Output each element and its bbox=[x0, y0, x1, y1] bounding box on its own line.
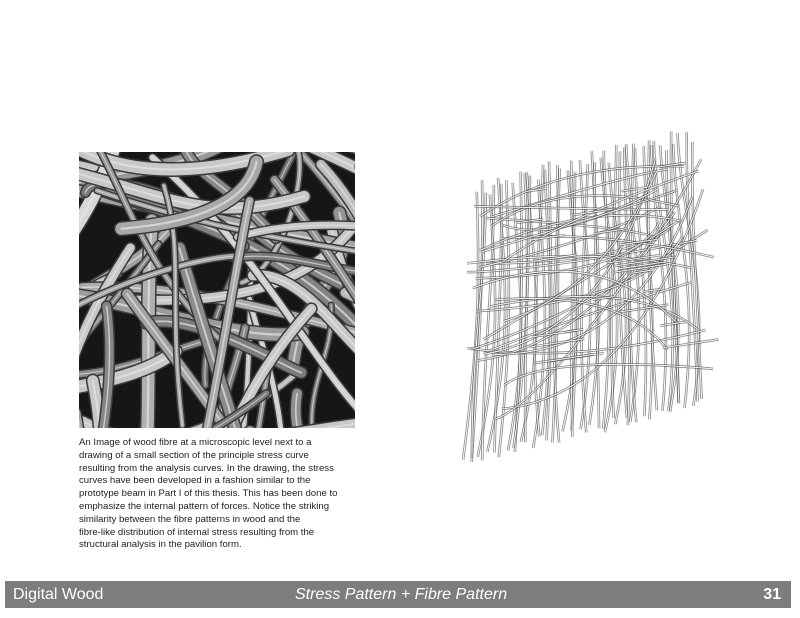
stress-curve bbox=[662, 339, 718, 347]
document-title: Digital Wood bbox=[13, 586, 104, 603]
stress-curve-drawing bbox=[455, 115, 725, 470]
caption-line: similarity between the fibre patterns in wood and the bbox=[79, 513, 301, 525]
stress-curve bbox=[463, 192, 478, 460]
footer-bar bbox=[5, 581, 791, 608]
figure-caption bbox=[79, 437, 364, 552]
caption-line: emphasize the internal pattern of forces. Notice the striking bbox=[79, 500, 330, 512]
page-number: 31 bbox=[763, 586, 781, 603]
microscopic-wood-fibre-image bbox=[79, 152, 355, 428]
caption-line: prototype beam in Part I of this thesis. This has been done to bbox=[79, 488, 338, 500]
caption-line: resulting from the analysis curves. In the drawing, the stress bbox=[79, 462, 334, 474]
caption-line: curves have been developed in a fashion similar to the bbox=[79, 475, 311, 487]
caption-line: An Image of wood fibre at a microscopic level next to a bbox=[79, 437, 312, 448]
caption-line: fibre-like distribution of internal stress resulting from the bbox=[79, 526, 315, 538]
caption-line: drawing of a small section of the principle stress curve bbox=[79, 449, 309, 461]
section-title: Stress Pattern + Fibre Pattern bbox=[295, 586, 508, 603]
caption-line: structural analysis in the pavilion form. bbox=[79, 539, 242, 551]
